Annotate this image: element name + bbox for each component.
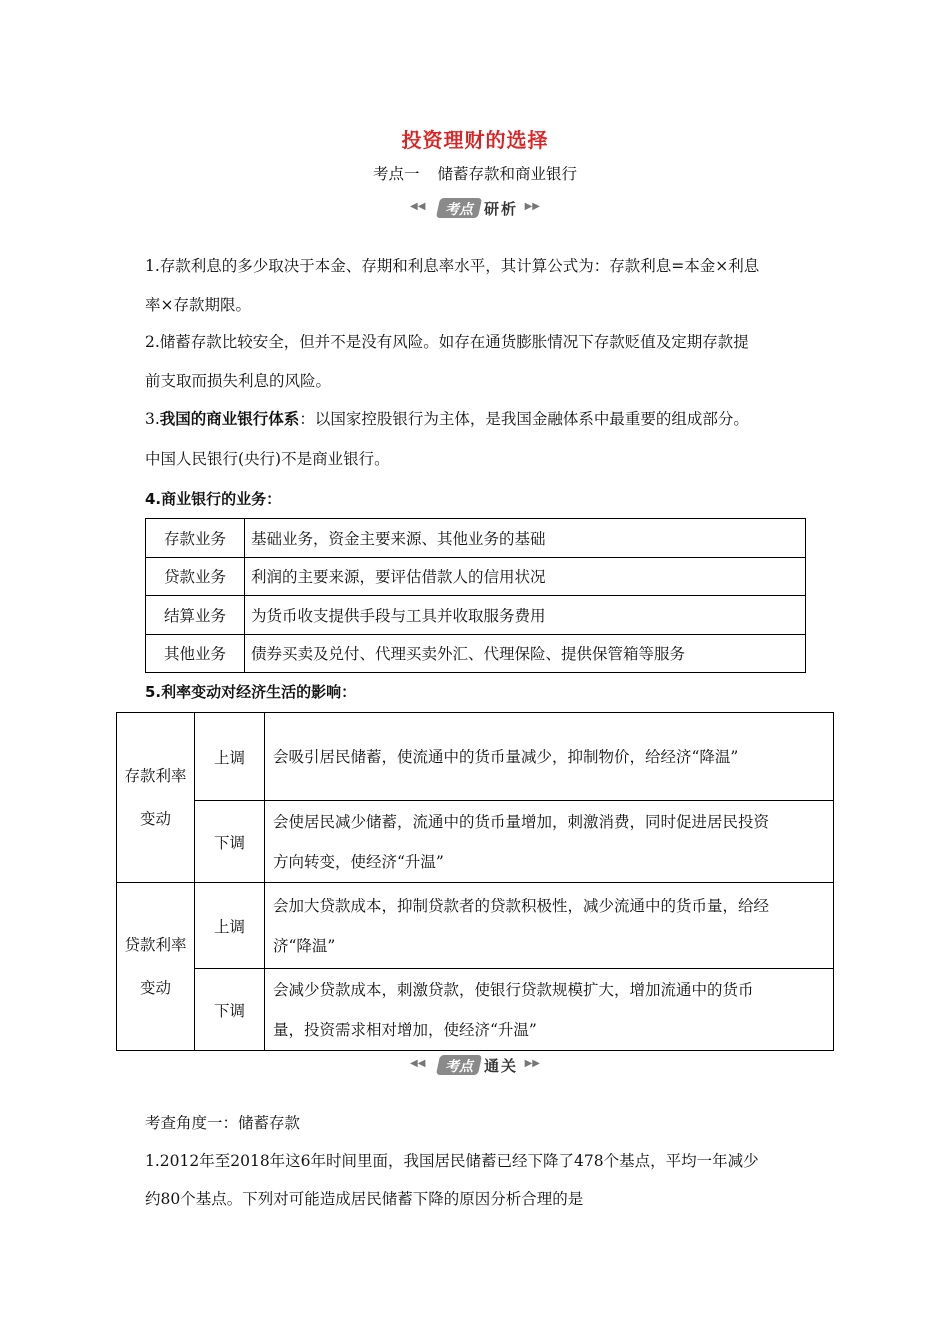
banner-right-arrows-icon: ▶▶: [524, 1058, 540, 1069]
business-name: 结算业务: [146, 596, 245, 635]
point-2-line-2: 前支取而损失利息的风险。: [145, 372, 332, 390]
banner-analysis: [410, 197, 540, 219]
rate-group-cell: [117, 713, 195, 883]
table-row: [117, 801, 834, 883]
point-2-line-1: 2.储蓄存款比较安全，但并不是没有风险。如存在通货膨胀情况下存款贬值及定期存款提: [145, 333, 749, 351]
business-name: 存款业务: [146, 519, 245, 558]
point-3-rest: ：以国家控股银行为主体，是我国金融体系中最重要的组成部分。: [299, 410, 749, 428]
rate-direction: 下调: [195, 801, 265, 883]
subtitle-text: 储蓄存款和商业银行: [437, 165, 578, 183]
rate-direction: 上调: [195, 883, 265, 969]
rate-effect: [265, 883, 834, 969]
rate-effect: [265, 801, 834, 883]
business-desc: 利润的主要来源，要评估借款人的信用状况: [245, 557, 806, 596]
section-subtitle: [0, 162, 950, 184]
rate-group-line-2: 变动: [139, 978, 171, 997]
rate-direction: 上调: [195, 713, 265, 801]
rate-effect: [265, 969, 834, 1051]
point-5-heading: 5.利率变动对经济生活的影响：: [145, 683, 357, 701]
banner-tag-text: 考点: [445, 1059, 473, 1075]
rate-group-cell: [117, 883, 195, 1051]
business-desc: 债券买卖及兑付、代理买卖外汇、代理保险、提供保管箱等服务: [245, 634, 806, 673]
point-3-bold: 我国的商业银行体系: [159, 410, 300, 428]
table-row: [117, 883, 834, 969]
banner-tag-text: 考点: [445, 202, 473, 218]
banner-right-arrows-icon: ▶▶: [524, 201, 540, 212]
point-3-line-1: [145, 409, 815, 429]
question-1-line-2: 约80个基点。下列对可能造成居民储蓄下降的原因分析合理的是: [145, 1190, 584, 1208]
business-desc: 基础业务，资金主要来源、其他业务的基础: [245, 519, 806, 558]
banner-rest-text: 通关: [484, 1057, 519, 1075]
rate-effect-line-1: 会减少贷款成本，刺激贷款，使银行贷款规模扩大，增加流通中的货币: [273, 980, 754, 999]
point-1-line-2: 率×存款期限。: [145, 296, 251, 314]
banner-left-arrows-icon: ◀◀: [410, 1058, 426, 1069]
point-4-heading: 4.商业银行的业务：: [145, 490, 282, 508]
rate-table: [116, 712, 834, 1051]
table-row: [146, 557, 806, 596]
rate-effect-line-2: 方向转变，使经济“升温”: [273, 852, 444, 871]
business-table: [145, 518, 806, 673]
table-row: [146, 519, 806, 558]
rate-effect-line-2: 量，投资需求相对增加，使经济“升温”: [273, 1020, 537, 1039]
banner-left-arrows-icon: ◀◀: [410, 201, 426, 212]
rate-group-line-1: 存款利率: [124, 766, 187, 785]
subtitle-label: 考点一: [372, 165, 420, 183]
rate-direction: 下调: [195, 969, 265, 1051]
business-desc: 为货币收支提供手段与工具并收取服务费用: [245, 596, 806, 635]
table-row: [117, 713, 834, 801]
rate-group-line-2: 变动: [139, 809, 171, 828]
point-3-number: 3.: [145, 410, 160, 428]
rate-effect-line-1: 会加大贷款成本，抑制贷款者的贷款积极性，减少流通中的货币量，给经: [273, 896, 770, 915]
question-1-line-1: 1.2012年至2018年这6年时间里面，我国居民储蓄已经下降了478个基点，平均一年减少: [145, 1152, 759, 1170]
rate-effect-line-1: 会使居民减少储蓄，流通中的货币量增加，刺激消费，同时促进居民投资: [273, 812, 770, 831]
table-row: [117, 969, 834, 1051]
table-row: [146, 596, 806, 635]
table-row: [146, 634, 806, 673]
business-name: 其他业务: [146, 634, 245, 673]
point-1-line-1: 1.存款利息的多少取决于本金、存期和利息率水平，其计算公式为：存款利息=本金×利息: [145, 257, 760, 275]
point-3-line-2: 中国人民银行(央行)不是商业银行。: [145, 450, 390, 468]
rate-effect: [265, 713, 834, 801]
rate-effect-line-2: 济“降温”: [273, 936, 336, 955]
exam-angle: 考查角度一：储蓄存款: [145, 1114, 301, 1132]
banner-rest-text: 研析: [484, 200, 519, 218]
rate-effect-line-1: 会吸引居民储蓄，使流通中的货币量减少，抑制物价，给经济“降温”: [273, 747, 739, 766]
page-title: 投资理财的选择: [401, 128, 549, 152]
business-name: 贷款业务: [146, 557, 245, 596]
banner-practice: [410, 1054, 540, 1076]
rate-group-line-1: 贷款利率: [124, 935, 187, 954]
